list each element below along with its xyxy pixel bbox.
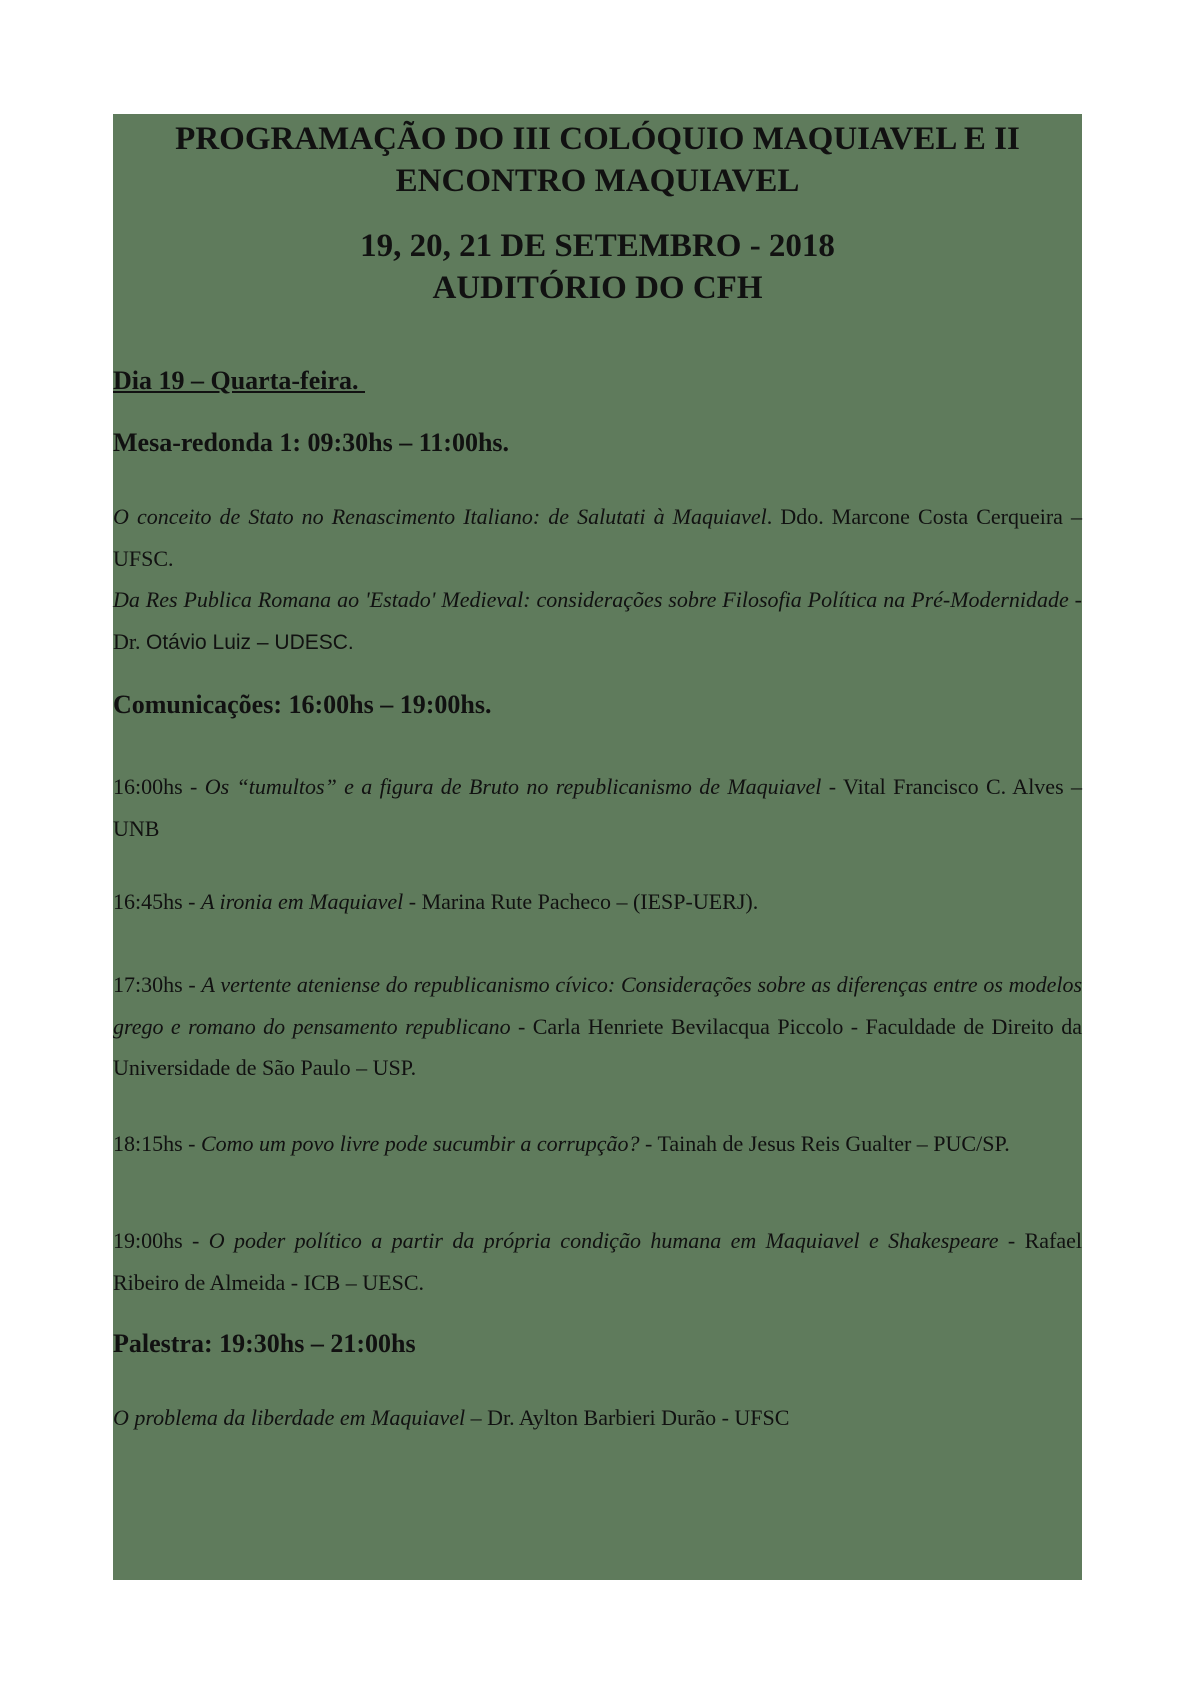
comunicacao-author: - Vital Francisco C. Alves – UNB bbox=[113, 774, 1082, 841]
comunicacao-time: 16:45hs - bbox=[113, 889, 201, 914]
mesa-item-2-title: Da Res Publica Romana ao 'Estado' Medieval: considerações sobre Filosofia Política na Pré-Modernidade bbox=[113, 587, 1069, 612]
day-heading: Dia 19 – Quarta-feira. bbox=[113, 366, 366, 395]
mesa-item-1 bbox=[113, 496, 1082, 579]
comunicacao-title: O poder político a partir da própria condição humana em Maquiavel e Shakespeare bbox=[208, 1228, 999, 1253]
event-venue: AUDITÓRIO DO CFH bbox=[432, 270, 763, 306]
palestra-heading: Palestra: 19:30hs – 21:00hs bbox=[113, 1329, 416, 1358]
mesa-item-2 bbox=[113, 579, 1082, 663]
comunicacao-item bbox=[113, 881, 1082, 923]
comunicacao-author: - Rafael Ribeiro de Almeida - ICB – UESC. bbox=[113, 1228, 1082, 1295]
mesa-item-2-sep: - Dr. bbox=[113, 587, 1083, 654]
comunicacao-title: Como um povo livre pode sucumbir a corrupção? bbox=[201, 1131, 640, 1156]
palestra-title: O problema da liberdade em Maquiavel bbox=[113, 1405, 466, 1430]
mesa-item-1-author: . Ddo. Marcone Costa Cerqueira – UFSC. bbox=[113, 504, 1082, 571]
comunicacao-title: A vertente ateniense do republicanismo cívico: Considerações sobre as diferenças entre os modelos grego e romano do pensamento republicano bbox=[113, 972, 1083, 1039]
program-panel bbox=[113, 114, 1082, 1580]
program-title bbox=[113, 118, 1082, 202]
comunicacao-author: - Carla Henriete Bevilacqua Piccolo - Faculdade de Direito da Universidade de São Paulo – USP. bbox=[113, 1013, 1082, 1080]
comunicacao-author: - Tainah de Jesus Reis Gualter – PUC/SP. bbox=[639, 1131, 1010, 1156]
palestra-author: – Dr. Aylton Barbieri Durão - UFSC bbox=[465, 1405, 790, 1430]
comunicacao-author: - Marina Rute Pacheco – (IESP-UERJ). bbox=[403, 889, 759, 914]
event-dates: 19, 20, 21 DE SETEMBRO - 2018 bbox=[360, 228, 835, 264]
comunicacao-time: 16:00hs - bbox=[113, 774, 205, 799]
title-line-2: ENCONTRO MAQUIAVEL bbox=[395, 163, 800, 199]
comunicacao-time: 18:15hs - bbox=[113, 1131, 201, 1156]
comunicacao-title: Os “tumultos” e a figura de Bruto no republicanismo de Maquiavel bbox=[204, 774, 822, 799]
comunicacao-time: 19:00hs - bbox=[113, 1228, 209, 1253]
comunicacao-item bbox=[113, 1220, 1082, 1303]
comunicacao-item bbox=[113, 766, 1082, 849]
title-line-1: PROGRAMAÇÃO DO III COLÓQUIO MAQUIAVEL E II bbox=[175, 121, 1020, 157]
mesa-item-2-author: Otávio Luiz – UDESC. bbox=[146, 630, 354, 654]
comunicacao-title: A ironia em Maquiavel bbox=[201, 889, 404, 914]
comunicacao-time: 17:30hs - bbox=[113, 972, 202, 997]
comunicacoes-heading: Comunicações: 16:00hs – 19:00hs. bbox=[113, 690, 492, 719]
comunicacao-item bbox=[113, 964, 1082, 1089]
comunicacao-item bbox=[113, 1130, 1082, 1158]
mesa-item-1-title: O conceito de Stato no Renascimento Italiano: de Salutati à Maquiavel bbox=[113, 504, 767, 529]
event-dates-venue bbox=[113, 225, 1082, 309]
palestra-item bbox=[113, 1397, 1082, 1439]
mesa-heading: Mesa-redonda 1: 09:30hs – 11:00hs. bbox=[113, 428, 510, 457]
